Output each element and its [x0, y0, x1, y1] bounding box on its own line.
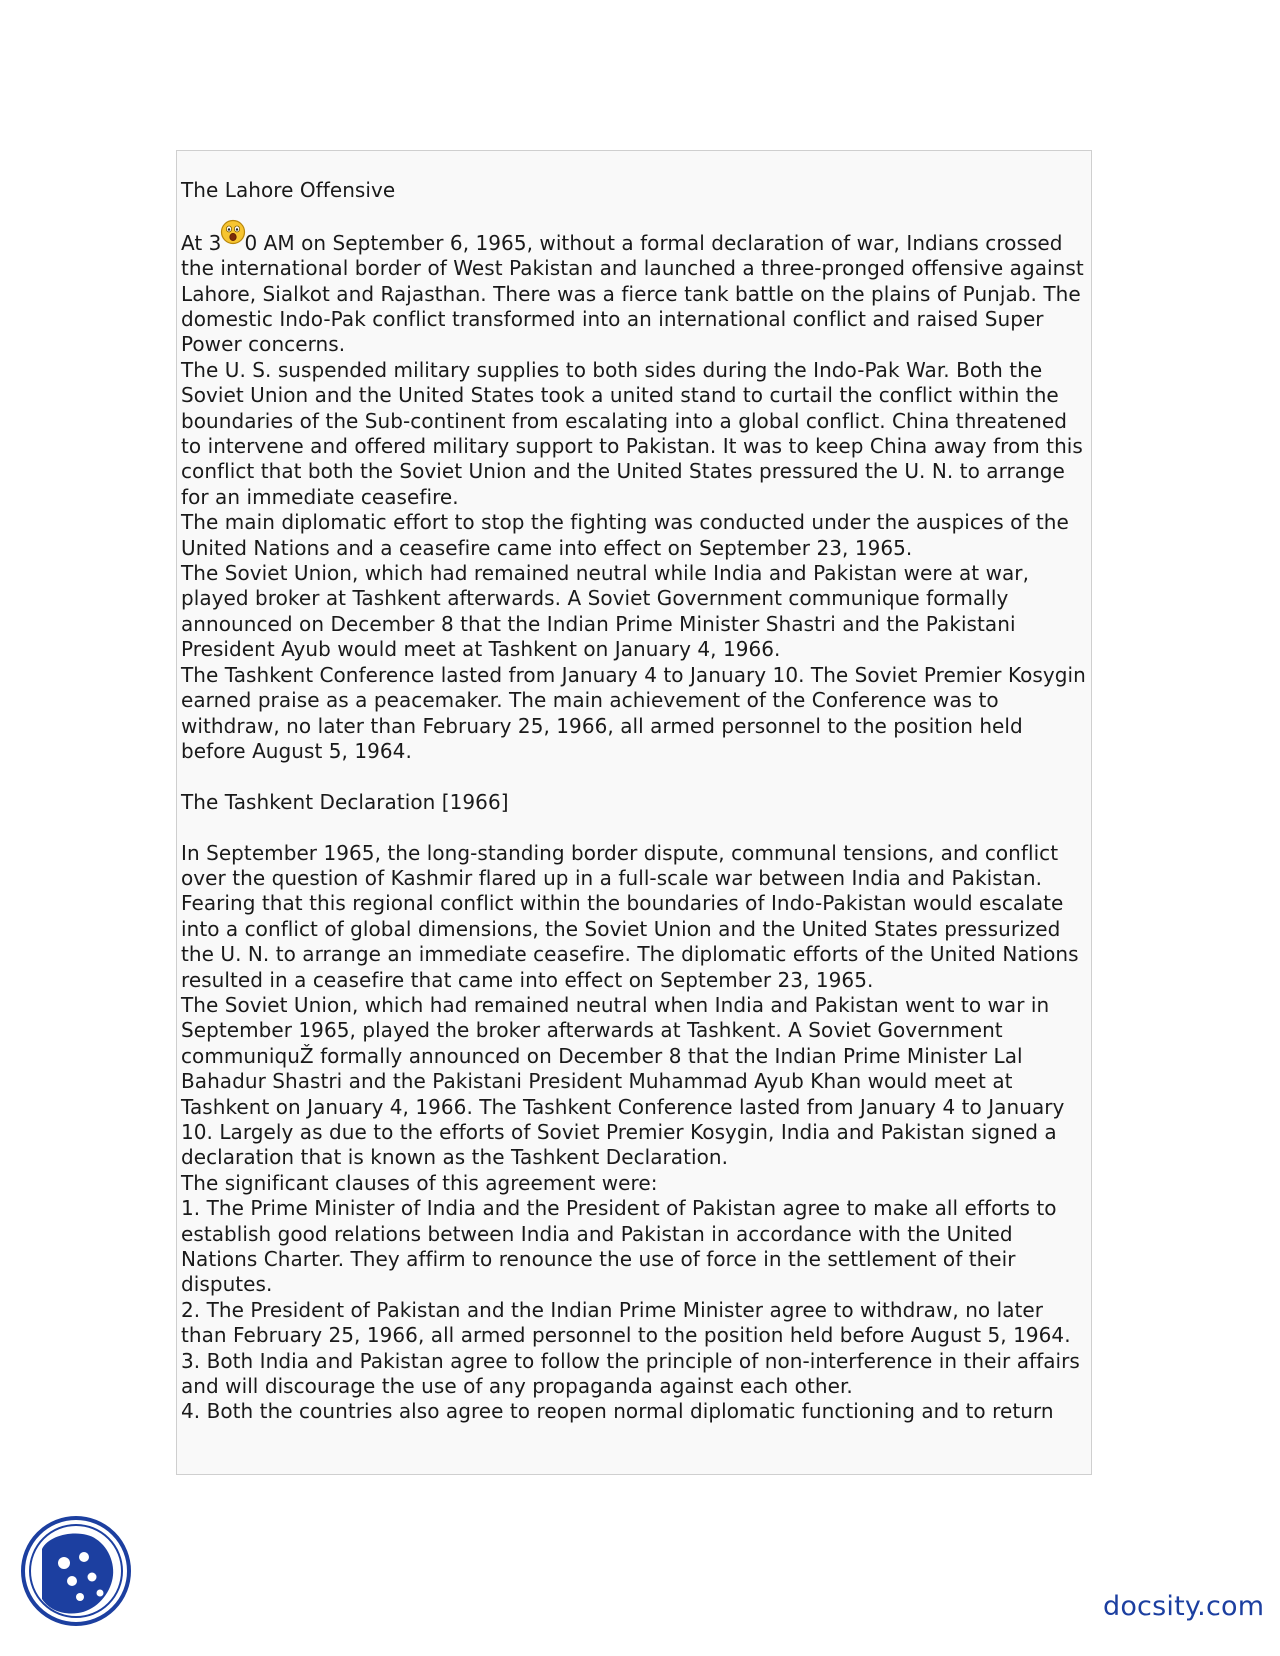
clause-3: 3. Both India and Pakistan agree to follow the principle of non-interference in their affairs and will discourage the use of any propaganda against each other. — [181, 1348, 1080, 1399]
document-content-frame — [176, 150, 1092, 1475]
docsity-logo-icon[interactable] — [20, 1515, 132, 1627]
paragraph-5: The Tashkent Conference lasted from January 4 to January 10. The Soviet Premier Kosygin earned praise as a peacemaker. The main achievement of the Conference was to withdraw, no later than February 25, 1966, all armed personnel to the position held before August 5, 1964. — [181, 662, 1086, 763]
paragraph-1-rest: 0 AM on September 6, 1965, without a formal declaration of war, Indians crossed the international border of West Pakistan and launched a three-pronged offensive against Lahore, Sialkot and Rajasthan. There was a fierce tank battle on the plains of Punjab. The domestic Indo-Pak conflict transformed into an international conflict and raised Super Power concerns. — [181, 230, 1084, 357]
section-heading-lahore: The Lahore Offensive — [181, 178, 396, 202]
section-heading-tashkent: The Tashkent Declaration [1966] — [181, 789, 509, 814]
paragraph-6: In September 1965, the long-standing border dispute, communal tensions, and conflict over the question of Kashmir flared up in a full-scale war between India and Pakistan. Fearing that this regional conflict within the boundaries of Indo-Pakistan would escalate into a conflict of global dimensions, the Soviet Union and the United States pressurized the U. N. to arrange an immediate ceasefire. The diplomatic efforts of the United Nations resulted in a ceasefire that came into effect on September 23, 1965. — [181, 840, 1079, 992]
document-text — [181, 178, 1092, 1425]
docsity-brand-link[interactable]: docsity.com — [1103, 1591, 1265, 1622]
paragraph-1-start: At 3 — [181, 230, 222, 255]
paragraph-4: The Soviet Union, which had remained neutral while India and Pakistan were at war, played broker at Tashkent afterwards. A Soviet Government communique formally announced on December 8 that the Indian Prime Minister Shastri and the Pakistani President Ayub would meet at Tashkent on January 4, 1966. — [181, 561, 1029, 662]
clause-1: 1. The Prime Minister of India and the President of Pakistan agree to make all efforts to establish good relations between India and Pakistan in accordance with the United Nations Charter. They affirm to renounce the use of force in the settlement of their disputes. — [181, 1196, 1057, 1297]
paragraph-gap — [181, 203, 1092, 228]
clause-4: 4. Both the countries also agree to reopen normal diplomatic functioning and to return — [181, 1399, 1054, 1424]
surprised-emoticon-icon — [220, 229, 245, 254]
paragraph-8: The significant clauses of this agreement were: — [181, 1170, 658, 1195]
paragraph-gap — [181, 815, 1092, 840]
clause-2: 2. The President of Pakistan and the Indian Prime Minister agree to withdraw, no later than February 25, 1966, all armed personnel to the position held before August 5, 1964. — [181, 1297, 1071, 1348]
paragraph-7: The Soviet Union, which had remained neutral when India and Pakistan went to war in September 1965, played the broker afterwards at Tashkent. A Soviet Government communiquŽ formally announced on December 8 that the Indian Prime Minister Lal Bahadur Shastri and the Pakistani President Muhammad Ayub Khan would meet at Tashkent on January 4, 1966. The Tashkent Conference lasted from January 4 to January 10. Largely as due to the efforts of Soviet Premier Kosygin, India and Pakistan signed a declaration that is known as the Tashkent Declaration. — [181, 992, 1065, 1170]
paragraph-3: The main diplomatic effort to stop the fighting was conducted under the auspices of the United Nations and a ceasefire came into effect on September 23, 1965. — [181, 510, 1069, 560]
paragraph-gap — [181, 764, 1092, 789]
paragraph-2: The U. S. suspended military supplies to both sides during the Indo-Pak War. Both the Soviet Union and the United States took a united stand to curtail the conflict within the boundaries of the Sub-continent from escalating into a global conflict. China threatened to intervene and offered military support to Pakistan. It was to keep China away from this conflict that both the Soviet Union and the United States pressured the U. N. to arrange for an immediate ceasefire. — [181, 357, 1083, 509]
paragraph-1 — [181, 229, 1092, 358]
